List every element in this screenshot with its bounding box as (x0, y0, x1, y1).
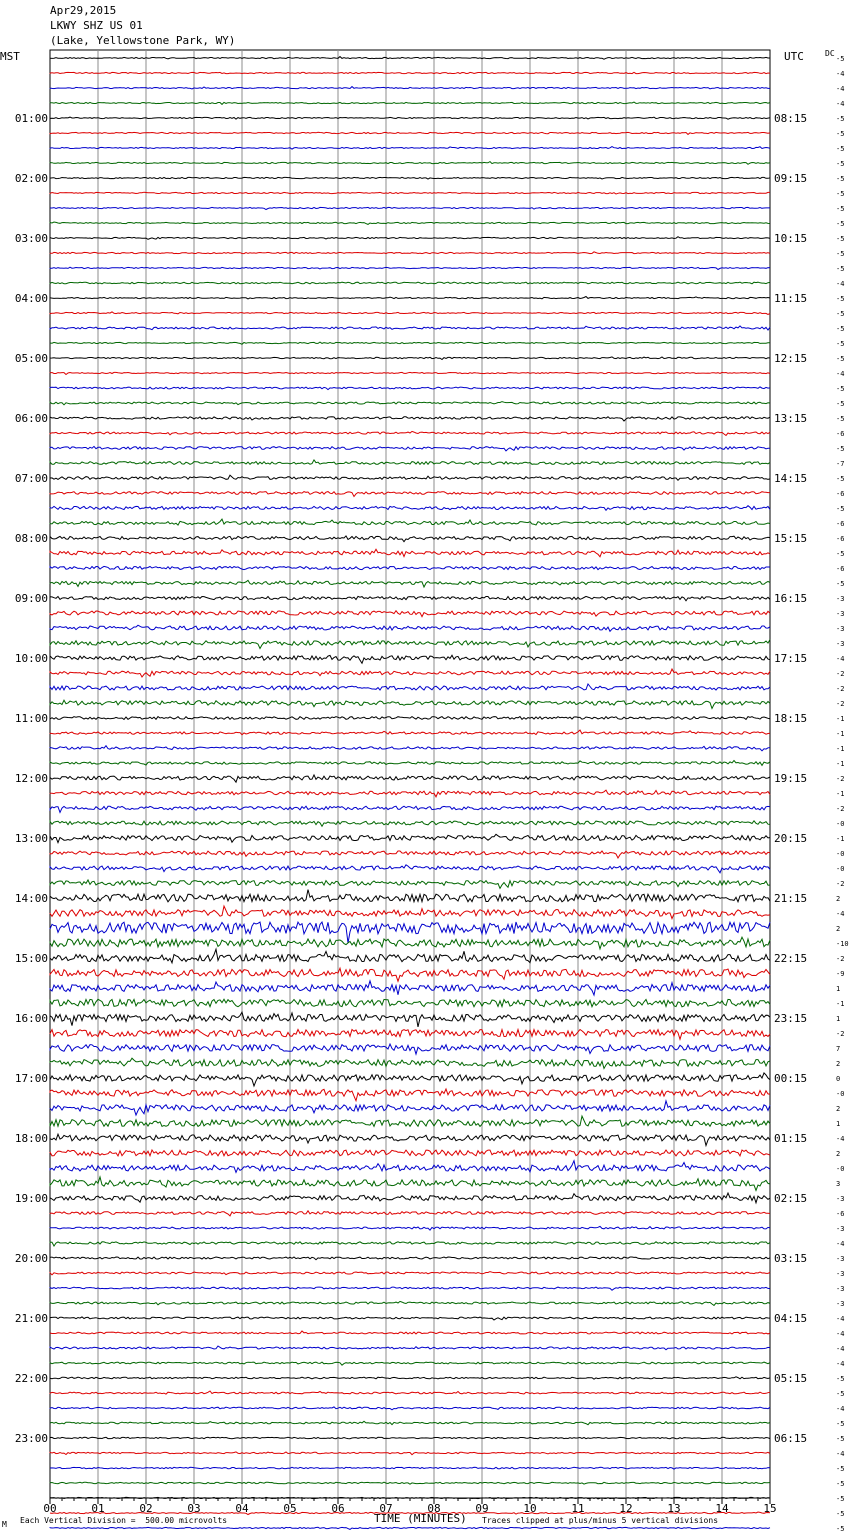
trace-line (50, 968, 770, 981)
scale-note: Each Vertical Division = 500.00 microvolts (20, 1516, 228, 1525)
dc-offset-label: -6 (836, 520, 845, 528)
trace-line (50, 717, 770, 720)
trace-line (50, 1437, 770, 1438)
clip-note: Traces clipped at plus/minus 5 vertical divisions (482, 1516, 719, 1525)
left-hour-label: 17:00 (14, 1072, 48, 1085)
trace-line (50, 1161, 770, 1173)
dc-offset-label: -6 (836, 1210, 845, 1218)
right-hour-label: 17:15 (774, 652, 808, 665)
dc-offset-label: -5 (836, 325, 845, 333)
trace-line (50, 1317, 770, 1320)
trace-line (50, 1287, 770, 1290)
trace-line (50, 981, 770, 995)
dc-offset-label: -4 (836, 1345, 845, 1353)
dc-offset-label: -0 (836, 1090, 845, 1098)
dc-offset-label: -5 (836, 115, 845, 123)
right-hour-label: 23:15 (774, 1012, 808, 1025)
dc-offset-label: -0 (836, 820, 845, 828)
dc-offset-label: -4 (836, 1450, 845, 1458)
x-tick-label: 13 (667, 1502, 681, 1515)
right-hour-label: 22:15 (774, 952, 808, 965)
trace-line (50, 312, 770, 315)
dc-offset-label: -4 (836, 100, 845, 108)
trace-line (50, 790, 770, 797)
trace-line (50, 492, 770, 497)
dc-offset-label: -5 (836, 1495, 845, 1503)
dc-offset-label: -5 (836, 130, 845, 138)
dc-offset-label: 2 (836, 895, 841, 903)
dc-offset-label: -4 (836, 370, 845, 378)
trace-line (50, 640, 770, 649)
dc-offset-label: -5 (836, 340, 845, 348)
dc-offset-label: -5 (836, 145, 845, 153)
x-tick-label: 08 (427, 1502, 441, 1515)
right-hour-label: 12:15 (774, 352, 808, 365)
trace-line (50, 1089, 770, 1101)
x-tick-label: 12 (619, 1502, 633, 1515)
right-hour-label: 16:15 (774, 592, 808, 605)
dc-offset-label: -4 (836, 1330, 845, 1338)
x-tick-label: 04 (235, 1502, 249, 1515)
trace-line (50, 1257, 770, 1260)
trace-line (50, 730, 770, 735)
dc-offset-label: -0 (836, 850, 845, 858)
dc-offset-label: -6 (836, 565, 845, 573)
dc-offset-label: -5 (836, 250, 845, 258)
right-hour-label: 02:15 (774, 1192, 808, 1205)
left-hour-label: 12:00 (14, 772, 48, 785)
dc-offset-label: -3 (836, 640, 845, 648)
left-timezone-label: MST (0, 50, 20, 63)
dc-offset-label: -5 (836, 1435, 845, 1443)
dc-offset-label: -5 (836, 1525, 845, 1533)
trace-line (50, 1362, 770, 1365)
dc-offset-label: -5 (836, 505, 845, 513)
trace-line (50, 446, 770, 451)
dc-offset-label: -2 (836, 1030, 845, 1038)
trace-line (50, 611, 770, 617)
x-tick-label: 01 (91, 1502, 105, 1515)
right-hour-label: 04:15 (774, 1312, 808, 1325)
trace-line (50, 222, 770, 224)
dc-offset-label: -5 (836, 400, 845, 408)
dc-offset-label: -3 (836, 1300, 845, 1308)
trace-line (50, 326, 770, 330)
x-tick-label: 15 (763, 1502, 777, 1515)
x-tick-label: 02 (139, 1502, 153, 1515)
dc-offset-label: 2 (836, 1105, 841, 1113)
dc-offset-label: -3 (836, 1270, 845, 1278)
left-hour-label: 21:00 (14, 1312, 48, 1325)
trace-line (50, 1421, 770, 1424)
trace-line (50, 1058, 770, 1068)
trace-line (50, 1467, 770, 1469)
x-axis-label: TIME (MINUTES) (374, 1512, 467, 1525)
dc-offset-label: -5 (836, 175, 845, 183)
right-hour-label: 08:15 (774, 112, 808, 125)
trace-line (50, 1177, 770, 1190)
dc-offset-label: -1 (836, 790, 845, 798)
dc-offset-label: -5 (836, 55, 845, 63)
dc-offset-label: -5 (836, 160, 845, 168)
dc-offset-label: -4 (836, 70, 845, 78)
left-hour-label: 16:00 (14, 1012, 48, 1025)
right-hour-label: 10:15 (774, 232, 808, 245)
dc-offset-label: -2 (836, 955, 845, 963)
left-hour-label: 07:00 (14, 472, 48, 485)
dc-label: DC (825, 49, 835, 58)
trace-line (50, 949, 770, 963)
dc-offset-label: -5 (836, 220, 845, 228)
trace-line (50, 761, 770, 766)
dc-offset-label: 2 (836, 1060, 841, 1068)
dc-offset-label: -2 (836, 700, 845, 708)
dc-offset-label: -5 (836, 1510, 845, 1518)
dc-offset-label: 1 (836, 1015, 841, 1023)
left-hour-label: 15:00 (14, 952, 48, 965)
trace-line (50, 267, 770, 269)
dc-offset-label: -4 (836, 1360, 845, 1368)
right-hour-label: 15:15 (774, 532, 808, 545)
dc-offset-label: -4 (836, 655, 845, 663)
dc-offset-label: 1 (836, 1120, 841, 1128)
trace-line (50, 999, 770, 1007)
dc-offset-label: -5 (836, 1375, 845, 1383)
dc-offset-label: -3 (836, 1225, 845, 1233)
dc-offset-label: -5 (836, 235, 845, 243)
trace-line (50, 880, 770, 888)
trace-line (50, 1331, 770, 1334)
dc-offset-label: -3 (836, 1255, 845, 1263)
trace-line (50, 57, 770, 60)
trace-line (50, 1073, 770, 1086)
trace-line (50, 1030, 770, 1040)
dc-offset-label: -4 (836, 1135, 845, 1143)
trace-line (50, 1272, 770, 1275)
trace-line (50, 357, 770, 360)
dc-offset-label: -4 (836, 1240, 845, 1248)
dc-offset-label: -10 (836, 940, 849, 948)
trace-line (50, 775, 770, 782)
trace-line (50, 821, 770, 827)
x-tick-label: 03 (187, 1502, 201, 1515)
dc-offset-label: -1 (836, 760, 845, 768)
trace-line (50, 1527, 770, 1529)
dc-offset-label: -5 (836, 355, 845, 363)
dc-offset-label: -5 (836, 1420, 845, 1428)
dc-offset-label: -5 (836, 445, 845, 453)
trace-line (50, 402, 770, 405)
dc-offset-label: -3 (836, 595, 845, 603)
dc-offset-label: -4 (836, 85, 845, 93)
trace-line (50, 1211, 770, 1216)
trace-line (50, 147, 770, 150)
trace-line (50, 1226, 770, 1230)
left-hour-label: 23:00 (14, 1432, 48, 1445)
dc-offset-label: -4 (836, 280, 845, 288)
trace-line (50, 1407, 770, 1410)
left-hour-label: 02:00 (14, 172, 48, 185)
trace-line (50, 87, 770, 89)
dc-offset-label: -5 (836, 580, 845, 588)
left-hour-label: 11:00 (14, 712, 48, 725)
left-hour-label: 19:00 (14, 1192, 48, 1205)
right-hour-label: 19:15 (774, 772, 808, 785)
dc-offset-label: -6 (836, 430, 845, 438)
trace-line (50, 625, 770, 631)
dc-offset-label: -5 (836, 265, 845, 273)
left-hour-label: 13:00 (14, 832, 48, 845)
trace-line (50, 1150, 770, 1156)
x-tick-label: 10 (523, 1502, 537, 1515)
trace-line (50, 252, 770, 254)
right-hour-label: 05:15 (774, 1372, 808, 1385)
dc-offset-label: -4 (836, 1405, 845, 1413)
trace-line (50, 102, 770, 104)
trace-line (50, 519, 770, 525)
dc-offset-label: -2 (836, 775, 845, 783)
left-hour-label: 01:00 (14, 112, 48, 125)
trace-line (50, 851, 770, 858)
dc-offset-label: -5 (836, 385, 845, 393)
trace-line (50, 342, 770, 344)
trace-line (50, 1242, 770, 1246)
trace-line (50, 536, 770, 542)
left-hour-label: 08:00 (14, 532, 48, 545)
trace-line (50, 1346, 770, 1350)
dc-offset-label: 7 (836, 1045, 841, 1053)
trace-line (50, 372, 770, 374)
dc-offset-label: -5 (836, 310, 845, 318)
dc-offset-label: -0 (836, 865, 845, 873)
right-hour-label: 14:15 (774, 472, 808, 485)
dc-offset-label: -6 (836, 490, 845, 498)
trace-line (50, 297, 770, 299)
dc-offset-label: 3 (836, 1180, 841, 1188)
left-hour-label: 20:00 (14, 1252, 48, 1265)
trace-line (50, 1482, 770, 1484)
trace-line (50, 1044, 770, 1054)
trace-line (50, 282, 770, 284)
trace-line (50, 1116, 770, 1126)
plot-frame (50, 50, 770, 1498)
dc-offset-label: -1 (836, 745, 845, 753)
trace-line (50, 431, 770, 435)
x-tick-label: 00 (43, 1502, 57, 1515)
left-hour-label: 14:00 (14, 892, 48, 905)
right-hour-label: 11:15 (774, 292, 808, 305)
dc-offset-label: -5 (836, 415, 845, 423)
trace-line (50, 865, 770, 873)
trace-line (50, 1101, 770, 1115)
trace-line (50, 700, 770, 708)
trace-line (50, 162, 770, 165)
trace-line (50, 506, 770, 511)
trace-line (50, 834, 770, 842)
dc-offset-label: -5 (836, 550, 845, 558)
trace-line (50, 475, 770, 480)
left-hour-label: 03:00 (14, 232, 48, 245)
trace-line (50, 460, 770, 465)
trace-line (50, 922, 770, 943)
left-hour-label: 09:00 (14, 592, 48, 605)
dc-offset-label: -4 (836, 1315, 845, 1323)
trace-line (50, 1391, 770, 1394)
left-hour-label: 22:00 (14, 1372, 48, 1385)
left-hour-label: 18:00 (14, 1132, 48, 1145)
trace-line (50, 417, 770, 421)
trace-line (50, 1193, 770, 1203)
trace-line (50, 655, 770, 663)
x-tick-label: 07 (379, 1502, 393, 1515)
trace-line (50, 1012, 770, 1027)
dc-offset-label: -3 (836, 1285, 845, 1293)
dc-offset-label: -2 (836, 880, 845, 888)
left-hour-label: 10:00 (14, 652, 48, 665)
dc-offset-label: -4 (836, 910, 845, 918)
dc-offset-label: 0 (836, 1075, 841, 1083)
dc-offset-label: -1 (836, 835, 845, 843)
dc-offset-label: -1 (836, 730, 845, 738)
trace-line (50, 1301, 770, 1305)
dc-offset-label: 2 (836, 925, 841, 933)
x-tick-label: 11 (571, 1502, 585, 1515)
dc-offset-label: -2 (836, 685, 845, 693)
dc-offset-label: -2 (836, 805, 845, 813)
dc-offset-label: -5 (836, 1480, 845, 1488)
right-hour-label: 06:15 (774, 1432, 808, 1445)
right-hour-label: 00:15 (774, 1072, 808, 1085)
trace-line (50, 237, 770, 240)
dc-offset-label: -3 (836, 1195, 845, 1203)
trace-line (50, 192, 770, 194)
trace-line (50, 890, 770, 902)
dc-offset-label: -5 (836, 1390, 845, 1398)
trace-line (50, 580, 770, 587)
trace-line (50, 549, 770, 557)
trace-line (50, 387, 770, 390)
dc-offset-label: -9 (836, 970, 845, 978)
x-tick-label: 14 (715, 1502, 729, 1515)
dc-offset-label: -5 (836, 205, 845, 213)
trace-line (50, 132, 770, 134)
right-hour-label: 03:15 (774, 1252, 808, 1265)
dc-offset-label: -1 (836, 715, 845, 723)
left-hour-label: 06:00 (14, 412, 48, 425)
dc-offset-label: -0 (836, 1165, 845, 1173)
left-hour-label: 05:00 (14, 352, 48, 365)
right-hour-label: 20:15 (774, 832, 808, 845)
trace-line (50, 669, 770, 677)
dc-offset-label: -3 (836, 610, 845, 618)
header-date: Apr29,2015 (50, 4, 117, 17)
x-tick-label: 09 (475, 1502, 489, 1515)
trace-line (50, 566, 770, 569)
trace-line (50, 1452, 770, 1455)
trace-line (50, 937, 770, 949)
x-tick-label: 05 (283, 1502, 297, 1515)
right-hour-label: 18:15 (774, 712, 808, 725)
right-timezone-label: UTC (784, 50, 804, 63)
right-hour-label: 01:15 (774, 1132, 808, 1145)
trace-line (50, 177, 770, 179)
dc-offset-label: -7 (836, 460, 845, 468)
trace-line (50, 906, 770, 919)
dc-offset-label: -5 (836, 475, 845, 483)
trace-line (50, 1134, 770, 1145)
trace-line (50, 1377, 770, 1379)
dc-offset-label: -3 (836, 625, 845, 633)
dc-offset-label: -6 (836, 535, 845, 543)
left-hour-label: 04:00 (14, 292, 48, 305)
header-location: (Lake, Yellowstone Park, WY) (50, 34, 236, 47)
dc-offset-label: -1 (836, 1000, 845, 1008)
corner-mark: M (2, 1520, 7, 1529)
trace-line (50, 596, 770, 600)
dc-offset-label: -5 (836, 190, 845, 198)
trace-line (50, 684, 770, 690)
header-station: LKWY SHZ US 01 (50, 19, 143, 32)
trace-line (50, 72, 770, 73)
right-hour-label: 13:15 (774, 412, 808, 425)
x-tick-label: 06 (331, 1502, 345, 1515)
trace-line (50, 806, 770, 812)
right-hour-label: 09:15 (774, 172, 808, 185)
dc-offset-label: 1 (836, 985, 841, 993)
dc-offset-label: -5 (836, 1465, 845, 1473)
trace-line (50, 117, 770, 119)
dc-offset-label: 2 (836, 1150, 841, 1158)
dc-offset-label: -2 (836, 670, 845, 678)
trace-line (50, 746, 770, 751)
dc-offset-label: -5 (836, 295, 845, 303)
right-hour-label: 21:15 (774, 892, 808, 905)
trace-line (50, 207, 770, 209)
